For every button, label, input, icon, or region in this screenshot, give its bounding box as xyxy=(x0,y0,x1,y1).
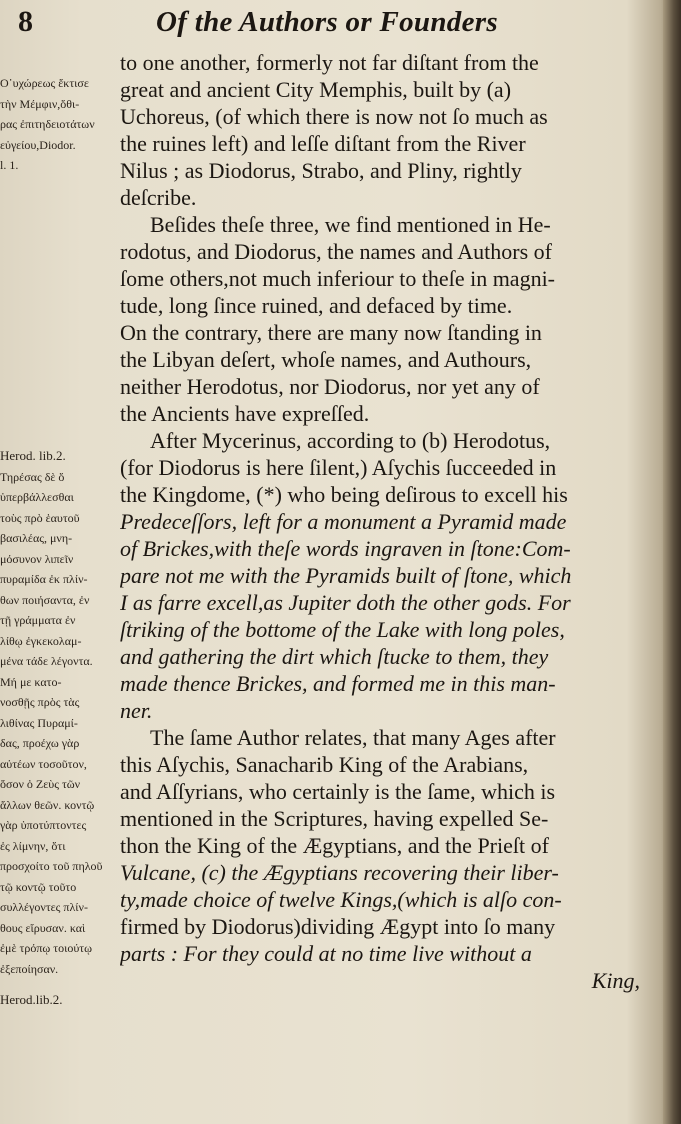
margin-line: αὐτέων τοσοῦτον, xyxy=(0,756,87,771)
margin-line: ρας ἐπιτηδειοτάτων xyxy=(0,117,95,131)
margin-note-c xyxy=(0,990,118,1011)
margin-line: Μή με κατο- xyxy=(0,674,62,689)
text-line: ſtriking of the bottome of the Lake with long poles, xyxy=(120,617,565,642)
margin-line: θους εἴρυσαν. καὶ xyxy=(0,920,86,935)
text-line: to one another, formerly not far diſtant from the xyxy=(120,50,539,75)
text-line: thon the King of the Ægyptians, and the Prieſt of xyxy=(120,833,549,858)
text-line: I as farre excell,as Jupiter doth the other gods. For xyxy=(120,590,571,615)
margin-line: τῷ κοντῷ τοῦτο xyxy=(0,879,77,894)
page-edge-shadow xyxy=(663,0,681,1124)
text-line: Beſides theſe three, we find mentioned in He- xyxy=(150,212,551,237)
text-line: On the contrary, there are many now ſtanding in xyxy=(120,320,542,345)
text-line: made thence Brickes, and formed me in this man- xyxy=(120,671,556,696)
margin-line: Ο᾽υχώρεως ἔκτισε xyxy=(0,76,89,90)
text-line: ſome others,not much inferiour to theſe in magni- xyxy=(120,266,556,291)
margin-line: ὑπερβάλλεσθαι xyxy=(0,490,74,504)
text-line: (for Diodorus is here ſilent,) Aſychis ſucceeded in xyxy=(120,455,557,480)
text-line: ner. xyxy=(120,698,153,723)
margin-line: ὅσον ὁ Ζεὺς τῶν xyxy=(0,777,81,791)
margin-line: εὐγείου,Diodor. xyxy=(0,137,76,152)
text-line: neither Herodotus, nor Diodorus, nor yet any of xyxy=(120,374,540,399)
margin-reference: Herod.lib.2. xyxy=(0,992,63,1007)
text-line: Nilus ; as Diodorus, Strabo, and Pliny, rightly xyxy=(120,158,522,183)
page-number: 8 xyxy=(18,5,33,38)
margin-line: λιθίνας Πυραμί- xyxy=(0,715,78,730)
margin-line: πυραμίδα ἐκ πλίν- xyxy=(0,572,88,586)
margin-line: μένα τάδε λέγοντα. xyxy=(0,654,93,668)
margin-line: θων ποιήσαντα, ἐν xyxy=(0,592,90,607)
text-line: ty,made choice of twelve Kings,(which is alſo con- xyxy=(120,887,562,912)
text-line: the ruines left) and leſſe diſtant from the River xyxy=(120,131,526,156)
margin-line: l. 1. xyxy=(0,158,19,172)
text-line: this Aſychis, Sanacharib King of the Arabians, xyxy=(120,752,529,777)
margin-line: ἄλλων θεῶν. κοντῷ xyxy=(0,797,95,812)
margin-line: τῇ γράμματα ἐν xyxy=(0,613,76,627)
margin-line: μόσυνον λιπεῖν xyxy=(0,551,74,566)
text-line: Predeceſſors, left for a monument a Pyramid made xyxy=(120,509,567,534)
text-line: deſcribe. xyxy=(120,185,197,210)
margin-line: τοὺς πρὸ ἑαυτοῦ xyxy=(0,510,80,525)
margin-line: συλλέγοντες πλίν- xyxy=(0,900,88,914)
text-line: mentioned in the Scriptures, having expelled Se- xyxy=(120,806,549,831)
margin-reference: Herod. lib.2. xyxy=(0,448,66,463)
text-line: The ſame Author relates, that many Ages after xyxy=(150,725,556,750)
text-line: pare not me with the Pyramids built of ſtone, which xyxy=(120,563,572,588)
margin-line: ἐμὲ τρόπῳ τοιούτῳ xyxy=(0,941,92,955)
margin-line: τὴν Μέμφιν,ὅθι- xyxy=(0,96,80,111)
margin-line: βασιλέας, μνη- xyxy=(0,531,73,545)
text-line: the Kingdome, (*) who being deſirous to excell his xyxy=(120,482,568,507)
text-line: King, xyxy=(591,968,640,993)
text-line: great and ancient City Memphis, built by (a) xyxy=(120,77,512,102)
margin-line: ἐξεποίησαν. xyxy=(0,961,59,976)
text-line: Uchoreus, (of which there is now not ſo much as xyxy=(120,104,548,129)
text-line: tude, long ſince ruined, and defaced by time. xyxy=(120,293,513,318)
margin-line: λίθῳ ἐγκεκολαμ- xyxy=(0,633,82,648)
text-line: of Brickes,with theſe words ingraven in ſtone:Com- xyxy=(120,536,571,561)
margin-note-b xyxy=(0,446,118,979)
margin-line: Τηρέσας δὲ ὅ xyxy=(0,469,65,484)
text-line: and gathering the dirt which ſtucke to them, they xyxy=(120,644,549,669)
text-line: and Aſſyrians, who certainly is the ſame, which is xyxy=(120,779,556,804)
text-line: After Mycerinus, according to (b) Herodotus, xyxy=(150,428,551,453)
text-line: firmed by Diodorus)dividing Ægypt into ſo many xyxy=(120,914,556,939)
margin-line: προσχοίτο τοῦ πηλοῦ xyxy=(0,859,103,873)
page-header xyxy=(6,4,646,40)
text-line: the Libyan deſert, whoſe names, and Authours, xyxy=(120,347,532,372)
text-line: Vulcane, (c) the Ægyptians recovering their liber- xyxy=(120,860,559,885)
text-line: parts : For they could at no time live without a xyxy=(120,941,532,966)
margin-line: γὰρ ὑποτύπτοντες xyxy=(0,818,87,832)
margin-line: νοσθῇς πρὸς τὰς xyxy=(0,695,80,709)
text-line: the Ancients have expreſſed. xyxy=(120,401,370,426)
margin-line: ἐς λίμνην, ὅτι xyxy=(0,838,66,853)
text-line: rodotus, and Diodorus, the names and Authors of xyxy=(120,239,552,264)
margin-note-a xyxy=(0,73,118,176)
running-head: Of the Authors or Founders xyxy=(156,6,498,38)
margin-line: δας, προέχω γὰρ xyxy=(0,736,80,750)
